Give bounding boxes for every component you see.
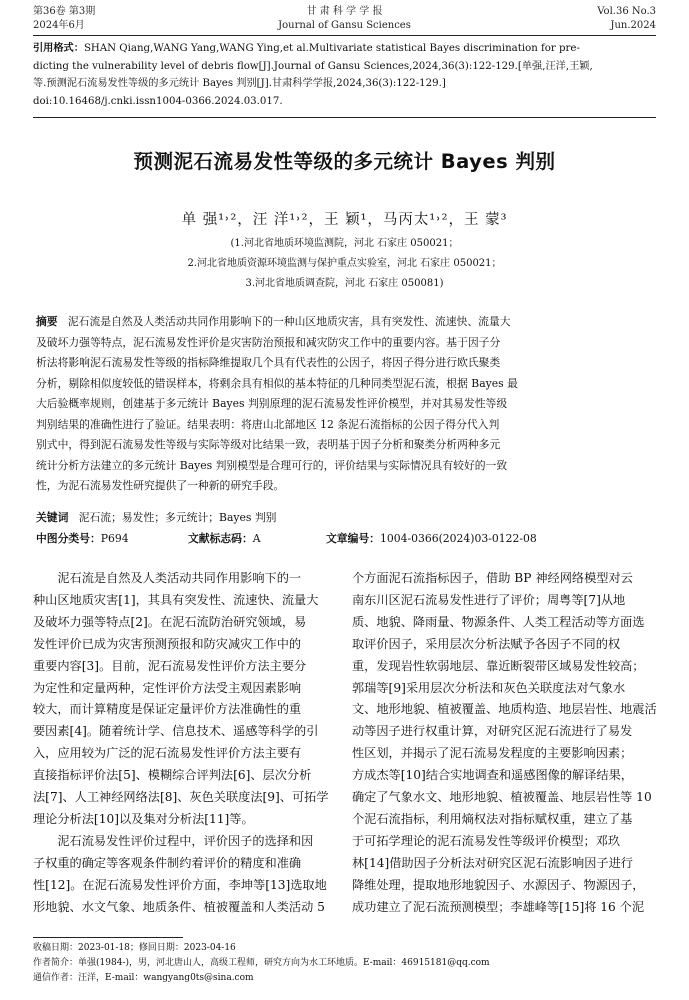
body-line: 文、地形地貌、植被覆盖、地质构造、地层岩性、地震活 [352, 702, 657, 717]
body-line: 发性评价已成为灾害预测预报和防灾减灾工作中的 [33, 636, 302, 651]
clc-label: 中图分类号： [36, 532, 101, 545]
body-line: 较大，而计算精度是保证定量评价方法准确性的重 [33, 702, 302, 717]
abstract-line: 别式中，得到泥石流易发性等级与实际等级对比结果一致，表明基于因子分析和聚类分析两种多元 [36, 438, 501, 451]
footer-received: 收稿日期：2023-01-18；修回日期：2023-04-16 [33, 943, 236, 953]
body-line: 动等因子进行权重计算，对研究区泥石流进行了易发 [352, 724, 633, 739]
citation-line: 等.预测泥石流易发性等级的多元统计 Bayes 判别[J].甘肃科学学报,2024,36(3):122-129.] [33, 78, 446, 89]
body-line: 重要内容[3]。目前，泥石流易发性评价方法主要分 [33, 658, 307, 673]
citation-rule [33, 117, 656, 118]
body-line: 质、地貌、降雨量、物源条件、人类工程活动等方面选 [352, 614, 645, 629]
citation-line: dicting the vulnerability level of debris flow[J].Journal of Gansu Sciences,2024,36(3):122-129.[单强,汪洋,王颖, [33, 60, 593, 72]
keywords [36, 510, 276, 525]
paper-title: 预测泥石流易发性等级的多元统计 Bayes 判别 [133, 150, 556, 173]
abstract [36, 312, 656, 497]
body-line: 于可拓学理论的泥石流易发性等级评价模型；邓玖 [352, 833, 621, 848]
abstract-line: 性，为泥石流易发性研究提供了一种新的研究手段。 [36, 479, 285, 492]
body-line: 泥石流易发性评价过程中，评价因子的选择和因 [33, 833, 314, 848]
doc-code-label: 文献标志码： [188, 532, 253, 545]
body-line: 种山区地质灾害[1]，其具有突发性、流速快、流量大 [33, 592, 319, 607]
affiliation-3: 3.河北省地质调查院，河北 石家庄 050081) [245, 278, 444, 289]
header-date: 2024年6月 [33, 20, 85, 31]
body-line: 重，发现岩性软弱地层、靠近断裂带区域易发性较高； [352, 658, 645, 673]
header-journal-en: Journal of Gansu Sciences [278, 20, 411, 31]
body-line: 入，应用较为广泛的泥石流易发性评价方法主要有 [33, 746, 302, 761]
body-line: 性区划，并揭示了泥石流易发程度的主要影响因素； [352, 746, 633, 761]
citation-doi[interactable]: doi:10.16468/j.cnki.issn1004-0366.2024.03.017. [33, 95, 283, 107]
citation-label: 引用格式： [33, 43, 84, 54]
body-line: 个泥石流指标，利用熵权法对指标赋权重，建立了基 [352, 811, 633, 826]
keywords-label: 关键词 [36, 511, 69, 524]
abstract-line: 判别结果的准确性进行了验证。结果表明：将唐山北部地区 12 条泥石流指标的公因子得分代入判 [36, 417, 500, 431]
body-line: 成功建立了泥石流预测模型；李雄峰等[15]将 16 个泥 [352, 899, 645, 914]
body-line: 南东川区泥石流易发性进行了评价；周粤等[7]从地 [352, 592, 626, 607]
abstract-line: 分析，剔除相似度较低的错误样本，将剩余具有相似的基本特征的几种同类型泥石流，根据 Bayes 最 [36, 376, 518, 390]
clc-value: P694 [100, 532, 129, 545]
abstract-line: 摘要 泥石流是自然及人类活动共同作用影响下的一种山区地质灾害，具有突发性、流速快、流量大 [36, 315, 511, 328]
body-line: 性[12]。在泥石流易发性评价方面，李坤等[13]选取地 [33, 877, 327, 892]
article-no-label: 文章编号： [326, 532, 380, 545]
body-line: 郭瑞等[9]采用层次分析法和灰色关联度法对气象水 [352, 680, 626, 695]
abstract-label: 摘要 [36, 315, 58, 328]
body-line: 林[14]借助因子分析法对研究区泥石流影响因子进行 [352, 855, 633, 870]
affiliations [0, 234, 689, 294]
body-column-left [33, 568, 338, 919]
abstract-line: 统计分析方法建立的多元统计 Bayes 判别模型是合理可行的，评价结果与实际情况具有较好的一致 [36, 458, 508, 472]
citation-line: 引用格式：SHAN Qiang,WANG Yang,WANG Ying,et al.Multivariate statistical Bayes discrimination for pre- [33, 43, 580, 54]
header-volume: 第36卷 第3期 [33, 6, 96, 17]
body-line: 个方面泥石流指标因子，借助 BP 神经网络模型对云 [352, 571, 633, 585]
footer-rule [33, 937, 183, 938]
footer-author-bio: 作者简介：单强(1984-)，男，河北唐山人，高级工程师，研究方向为水工环地质。E-mail：46915181@qq.com [33, 958, 490, 968]
abstract-line: 及破坏力强等特点，泥石流易发性评价是灾害防治预报和减灾防灾工作中的重要内容。基于因子分 [36, 335, 501, 349]
body-line: 泥石流是自然及人类活动共同作用影响下的一 [33, 571, 302, 585]
body-line: 法[7]、人工神经网络法[8]、灰色关联度法[9]、可拓学 [33, 790, 329, 805]
body-line: 为定性和定量两种，定性评价方法受主观因素影响 [33, 680, 302, 695]
header-vol-en: Vol.36 No.3 [597, 6, 656, 17]
header-rule [33, 35, 656, 36]
body-line: 方成杰等[10]结合实地调查和遥感图像的解译结果， [352, 768, 633, 783]
footer-notes [33, 941, 656, 986]
body-line: 子权重的确定等客观条件制约着评价的精度和准确 [33, 855, 302, 870]
body-line: 确定了气象水文、地形地貌、植被覆盖、地层岩性等 10 [352, 790, 652, 805]
author-list: 单 强¹˒²，汪 洋¹˒²，王 颖¹，马丙太¹˒²，王 蒙³ [181, 212, 508, 228]
header-journal-cn: 甘 肃 科 学 学 报 [306, 6, 383, 17]
abstract-line: 析法将影响泥石流易发性等级的指标降维提取几个具有代表性的公因子，将因子得分进行欧氏聚类 [36, 356, 501, 369]
body-line: 直接指标评价法[5]、模糊综合评判法[6]、层次分析 [33, 768, 312, 783]
doc-code-value: A [252, 532, 261, 545]
body-column-right [352, 568, 657, 919]
body-line: 降维处理，提取地形地貌因子、水源因子、物源因子， [352, 877, 645, 892]
abstract-line: 大后验概率规则，创建基于多元统计 Bayes 判别原理的泥石流易发性评价模型，并对其易发性等级 [36, 397, 508, 410]
header-date-en: Jun.2024 [610, 20, 656, 31]
body-line: 要因素[4]。随着统计学、信息技术、遥感等科学的引 [33, 724, 319, 739]
citation-block [33, 40, 656, 110]
article-no-value: 1004-0366(2024)03-0122-08 [379, 532, 537, 545]
body-line: 取评价因子，采用层次分析法赋予各因子不同的权 [352, 636, 621, 651]
body-line: 形地貌、水文气象、地质条件、植被覆盖和人类活动 5 [33, 899, 325, 914]
footer-corresponding: 通信作者：汪洋，E-mail：wangyang0ts@sina.com [33, 973, 254, 983]
body-line: 及破坏力强等特点[2]。在泥石流防治研究领域，易 [33, 614, 307, 629]
affiliation-1: (1.河北省地质环境监测院，河北 石家庄 050021； [230, 238, 459, 249]
keywords-value: 泥石流；易发性；多元统计；Bayes 判别 [78, 511, 277, 524]
affiliation-2: 2.河北省地质资源环境监测与保护重点实验室，河北 石家庄 050021； [187, 258, 502, 269]
body-line: 理论分析法[10]以及集对分析法[11]等。 [33, 811, 254, 826]
